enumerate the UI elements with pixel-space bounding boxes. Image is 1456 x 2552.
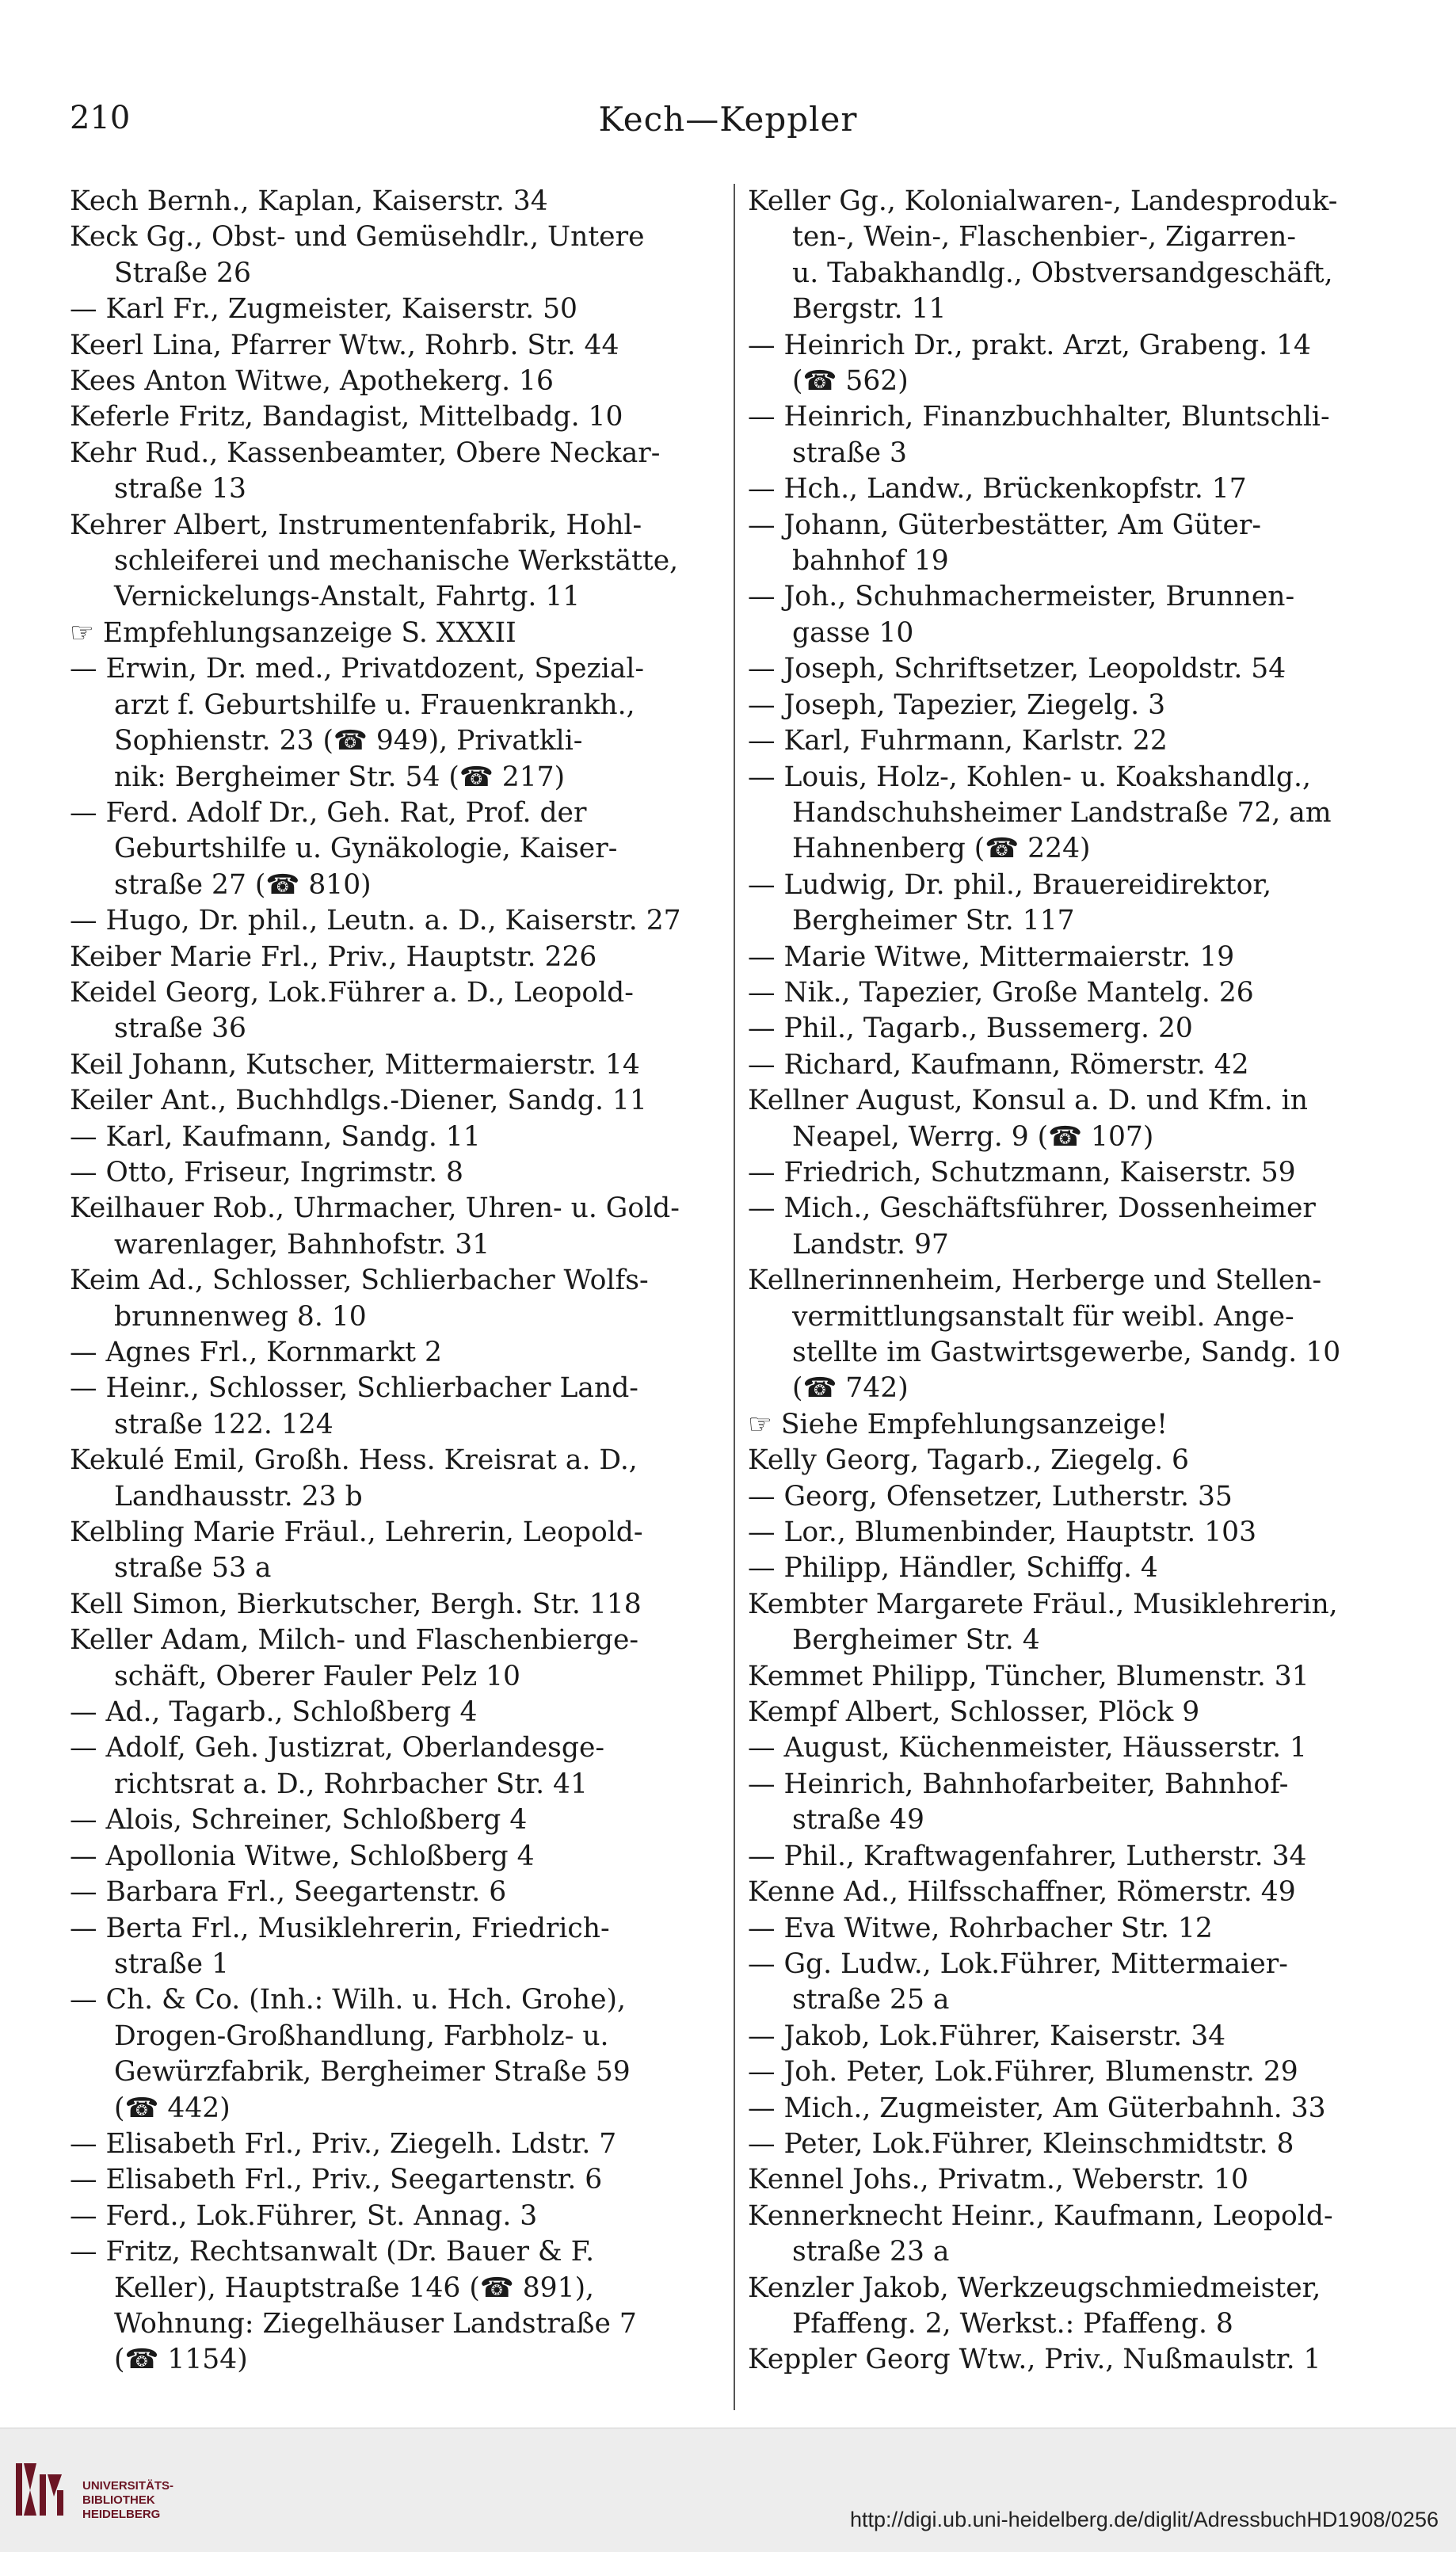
directory-line: Kelly Georg, Tagarb., Ziegelg. 6 (748, 1444, 1190, 1477)
directory-line: — Otto, Friseur, Ingrimstr. 8 (70, 1156, 463, 1188)
directory-line: Keilhauer Rob., Uhrmacher, Uhren- u. Gold- (70, 1192, 680, 1225)
logo-line: BIBLIOTHEK (82, 2493, 155, 2507)
directory-line: — Adolf, Geh. Justizrat, Oberlandesge- (70, 1732, 605, 1764)
directory-line: Wohnung: Ziegelhäuser Landstraße 7 (114, 2307, 637, 2340)
directory-line: Keppler Georg Wtw., Priv., Nußmaulstr. 1 (748, 2344, 1321, 2376)
directory-line: — Richard, Kaufmann, Römerstr. 42 (748, 1048, 1249, 1081)
directory-line: — Joseph, Schriftsetzer, Leopoldstr. 54 (748, 653, 1286, 685)
directory-line: — Johann, Güterbestätter, Am Güter- (748, 509, 1262, 541)
directory-line: Keller Adam, Milch- und Flaschenbierge- (70, 1624, 639, 1657)
column-divider (734, 184, 735, 2410)
directory-line: vermittlungsanstalt für weibl. Ange- (792, 1300, 1294, 1333)
directory-line: — Fritz, Rechtsanwalt (Dr. Bauer & F. (70, 2236, 595, 2268)
directory-line: — Karl Fr., Zugmeister, Kaiserstr. 50 (70, 293, 577, 326)
right-column (748, 184, 1410, 2378)
directory-line: bahnhof 19 (792, 545, 949, 578)
directory-line: — Elisabeth Frl., Priv., Seegartenstr. 6 (70, 2164, 603, 2196)
directory-line: Keller Gg., Kolonialwaren-, Landesproduk- (748, 185, 1338, 217)
directory-line: Drogen-Großhandlung, Farbholz- u. (114, 2020, 609, 2052)
directory-line: straße 13 (114, 473, 246, 505)
directory-line: Landhausstr. 23 b (114, 1480, 363, 1513)
directory-line: schleiferei und mechanische Werkstätte, (114, 545, 679, 578)
directory-line: straße 23 a (792, 2236, 950, 2268)
directory-line: Geburtshilfe u. Gynäkologie, Kaiser- (114, 833, 618, 865)
directory-line: — Ludwig, Dr. phil., Brauereidirektor, (748, 868, 1272, 901)
directory-line: (☎ 1154) (114, 2344, 248, 2376)
directory-line: straße 122. 124 (114, 1408, 334, 1440)
logo-line: HEIDELBERG (82, 2508, 161, 2521)
directory-line: — Joh., Schuhmachermeister, Brunnen- (748, 581, 1295, 613)
directory-line: Sophienstr. 23 (☎ 949), Privatkli- (114, 725, 583, 757)
directory-line: — Apollonia Witwe, Schloßberg 4 (70, 1840, 535, 1872)
directory-line: — Erwin, Dr. med., Privatdozent, Spezial- (70, 653, 645, 685)
directory-line: — Heinr., Schlosser, Schlierbacher Land- (70, 1372, 638, 1405)
directory-line: Kehrer Albert, Instrumentenfabrik, Hohl- (70, 509, 642, 541)
directory-line: — Karl, Kaufmann, Sandg. 11 (70, 1120, 481, 1153)
directory-line: Keiber Marie Frl., Priv., Hauptstr. 226 (70, 940, 597, 973)
directory-line: Kembter Margarete Fräul., Musiklehrerin, (748, 1588, 1338, 1620)
directory-line: straße 49 (792, 1804, 924, 1837)
directory-line: Vernickelungs-Anstalt, Fahrtg. 11 (114, 581, 581, 613)
directory-line: straße 25 a (792, 1984, 950, 2016)
directory-line: — Hch., Landw., Brückenkopfstr. 17 (748, 473, 1247, 505)
university-library-logo-icon (13, 2459, 68, 2520)
directory-line: — Barbara Frl., Seegartenstr. 6 (70, 1876, 507, 1909)
directory-line: warenlager, Bahnhofstr. 31 (114, 1228, 490, 1261)
directory-line: Hahnenberg (☎ 224) (792, 833, 1091, 865)
directory-line: straße 27 (☎ 810) (114, 868, 372, 901)
directory-line: Bergheimer Str. 117 (792, 905, 1075, 937)
directory-line: Keil Johann, Kutscher, Mittermaierstr. 14 (70, 1048, 640, 1081)
directory-line: Keck Gg., Obst- und Gemüsehdlr., Untere (70, 221, 645, 254)
directory-line: — Ch. & Co. (Inh.: Wilh. u. Hch. Grohe), (70, 1984, 626, 2016)
directory-line: — Heinrich Dr., prakt. Arzt, Grabeng. 14 (748, 329, 1312, 361)
directory-line: gasse 10 (792, 616, 914, 649)
directory-line: Keidel Georg, Lok.Führer a. D., Leopold- (70, 976, 634, 1009)
directory-line: Kekulé Emil, Großh. Hess. Kreisrat a. D., (70, 1444, 638, 1477)
library-logo-text (82, 2479, 173, 2522)
directory-line: schäft, Oberer Fauler Pelz 10 (114, 1660, 520, 1692)
directory-line: Kenzler Jakob, Werkzeugschmiedmeister, (748, 2272, 1321, 2304)
directory-line: — August, Küchenmeister, Häusserstr. 1 (748, 1732, 1307, 1764)
directory-line: — Eva Witwe, Rohrbacher Str. 12 (748, 1912, 1213, 1944)
directory-line: — Heinrich, Bahnhofarbeiter, Bahnhof- (748, 1768, 1289, 1800)
directory-line: straße 1 (114, 1947, 230, 1980)
directory-line: Pfaffeng. 2, Werkst.: Pfaffeng. 8 (792, 2307, 1233, 2340)
directory-line: straße 3 (792, 437, 908, 469)
footer-bar (0, 2428, 1456, 2552)
directory-line: Keiler Ant., Buchhdlgs.-Diener, Sandg. 11 (70, 1085, 647, 1117)
directory-line: (☎ 742) (792, 1372, 909, 1405)
directory-line: ☞ Empfehlungsanzeige S. XXXII (70, 616, 516, 649)
directory-line: Kennel Johs., Privatm., Weberstr. 10 (748, 2164, 1248, 2196)
directory-line: — Peter, Lok.Führer, Kleinschmidtstr. 8 (748, 2127, 1294, 2160)
directory-line: — Ad., Tagarb., Schloßberg 4 (70, 1696, 478, 1729)
directory-line: nik: Bergheimer Str. 54 (☎ 217) (114, 761, 566, 793)
directory-line: straße 53 a (114, 1552, 272, 1585)
directory-line: Kehr Rud., Kassenbeamter, Obere Neckar- (70, 437, 661, 469)
directory-line: — Georg, Ofensetzer, Lutherstr. 35 (748, 1480, 1233, 1513)
directory-line: — Friedrich, Schutzmann, Kaiserstr. 59 (748, 1156, 1296, 1188)
directory-line: Keerl Lina, Pfarrer Wtw., Rohrb. Str. 44 (70, 329, 619, 361)
directory-line: Gewürzfabrik, Bergheimer Straße 59 (114, 2056, 631, 2089)
directory-line: Keferle Fritz, Bandagist, Mittelbadg. 10 (70, 401, 623, 433)
directory-line: Kees Anton Witwe, Apothekerg. 16 (70, 365, 554, 398)
directory-line: arzt f. Geburtshilfe u. Frauenkrankh., (114, 689, 635, 721)
directory-line: — Ferd. Adolf Dr., Geh. Rat, Prof. der (70, 796, 587, 829)
directory-line: Keller), Hauptstraße 146 (☎ 891), (114, 2272, 595, 2304)
directory-line: ☞ Siehe Empfehlungsanzeige! (748, 1408, 1168, 1440)
directory-line: Keim Ad., Schlosser, Schlierbacher Wolfs- (70, 1265, 649, 1297)
logo-line: UNIVERSITÄTS- (82, 2479, 174, 2493)
directory-line: — Jakob, Lok.Führer, Kaiserstr. 34 (748, 2020, 1226, 2052)
directory-line: Kennerknecht Heinr., Kaufmann, Leopold- (748, 2199, 1333, 2232)
directory-line: ten-, Wein-, Flaschenbier-, Zigarren- (792, 221, 1296, 254)
directory-line: Kech Bernh., Kaplan, Kaiserstr. 34 (70, 185, 548, 217)
directory-line: Landstr. 97 (792, 1228, 949, 1261)
running-head: Kech—Keppler (598, 100, 858, 139)
directory-line: brunnenweg 8. 10 (114, 1300, 367, 1333)
directory-line: — Phil., Kraftwagenfahrer, Lutherstr. 34 (748, 1840, 1307, 1872)
directory-line: straße 36 (114, 1013, 246, 1045)
directory-line: Kemmet Philipp, Tüncher, Blumenstr. 31 (748, 1660, 1309, 1692)
directory-line: Kelbling Marie Fräul., Lehrerin, Leopold- (70, 1516, 643, 1549)
directory-line: stellte im Gastwirtsgewerbe, Sandg. 10 (792, 1337, 1341, 1368)
directory-line: Bergheimer Str. 4 (792, 1624, 1040, 1657)
directory-line: — Phil., Tagarb., Bussemerg. 20 (748, 1013, 1193, 1045)
directory-line: Kellner August, Konsul a. D. und Kfm. in (748, 1085, 1308, 1117)
directory-line: — Berta Frl., Musiklehrerin, Friedrich- (70, 1912, 610, 1944)
directory-line: Neapel, Werrg. 9 (☎ 107) (792, 1120, 1154, 1153)
directory-line: — Karl, Fuhrmann, Karlstr. 22 (748, 725, 1168, 757)
directory-line: Kenne Ad., Hilfsschaffner, Römerstr. 49 (748, 1876, 1296, 1909)
directory-line: Straße 26 (114, 257, 251, 289)
page-number: 210 (70, 100, 131, 136)
directory-line: Kellnerinnenheim, Herberge und Stellen- (748, 1265, 1322, 1297)
directory-line: — Gg. Ludw., Lok.Führer, Mittermaier- (748, 1947, 1288, 1980)
directory-line: Bergstr. 11 (792, 293, 947, 326)
directory-line: — Marie Witwe, Mittermaierstr. 19 (748, 940, 1235, 973)
directory-line: (☎ 442) (114, 2092, 231, 2124)
directory-line: — Ferd., Lok.Führer, St. Annag. 3 (70, 2199, 538, 2232)
directory-line: — Lor., Blumenbinder, Hauptstr. 103 (748, 1516, 1257, 1549)
directory-line: — Agnes Frl., Kornmarkt 2 (70, 1337, 442, 1368)
directory-line: (☎ 562) (792, 365, 909, 398)
directory-line: — Louis, Holz-, Kohlen- u. Koakshandlg., (748, 761, 1311, 793)
directory-line: Kell Simon, Bierkutscher, Bergh. Str. 118 (70, 1588, 642, 1620)
directory-line: Kempf Albert, Schlosser, Plöck 9 (748, 1696, 1200, 1729)
directory-line: — Mich., Geschäftsführer, Dossenheimer (748, 1192, 1316, 1225)
directory-line: — Nik., Tapezier, Große Mantelg. 26 (748, 976, 1254, 1009)
directory-line: — Philipp, Händler, Schiffg. 4 (748, 1552, 1158, 1585)
directory-line: — Joseph, Tapezier, Ziegelg. 3 (748, 689, 1166, 721)
directory-line: — Alois, Schreiner, Schloßberg 4 (70, 1804, 528, 1837)
directory-line: Handschuhsheimer Landstraße 72, am (792, 796, 1332, 829)
directory-line: — Hugo, Dr. phil., Leutn. a. D., Kaiserstr. 27 (70, 905, 681, 937)
source-url[interactable]: http://digi.ub.uni-heidelberg.de/diglit/AdressbuchHD1908/0256 (849, 2508, 1439, 2531)
directory-line: — Joh. Peter, Lok.Führer, Blumenstr. 29 (748, 2056, 1298, 2089)
directory-line: u. Tabakhandlg., Obstversandgeschäft, (792, 257, 1333, 289)
directory-line: — Heinrich, Finanzbuchhalter, Bluntschli- (748, 401, 1330, 433)
directory-line: richtsrat a. D., Rohrbacher Str. 41 (114, 1768, 588, 1800)
left-column (70, 184, 719, 2378)
directory-line: — Elisabeth Frl., Priv., Ziegelh. Ldstr. 7 (70, 2127, 617, 2160)
directory-line: — Mich., Zugmeister, Am Güterbahnh. 33 (748, 2092, 1326, 2124)
